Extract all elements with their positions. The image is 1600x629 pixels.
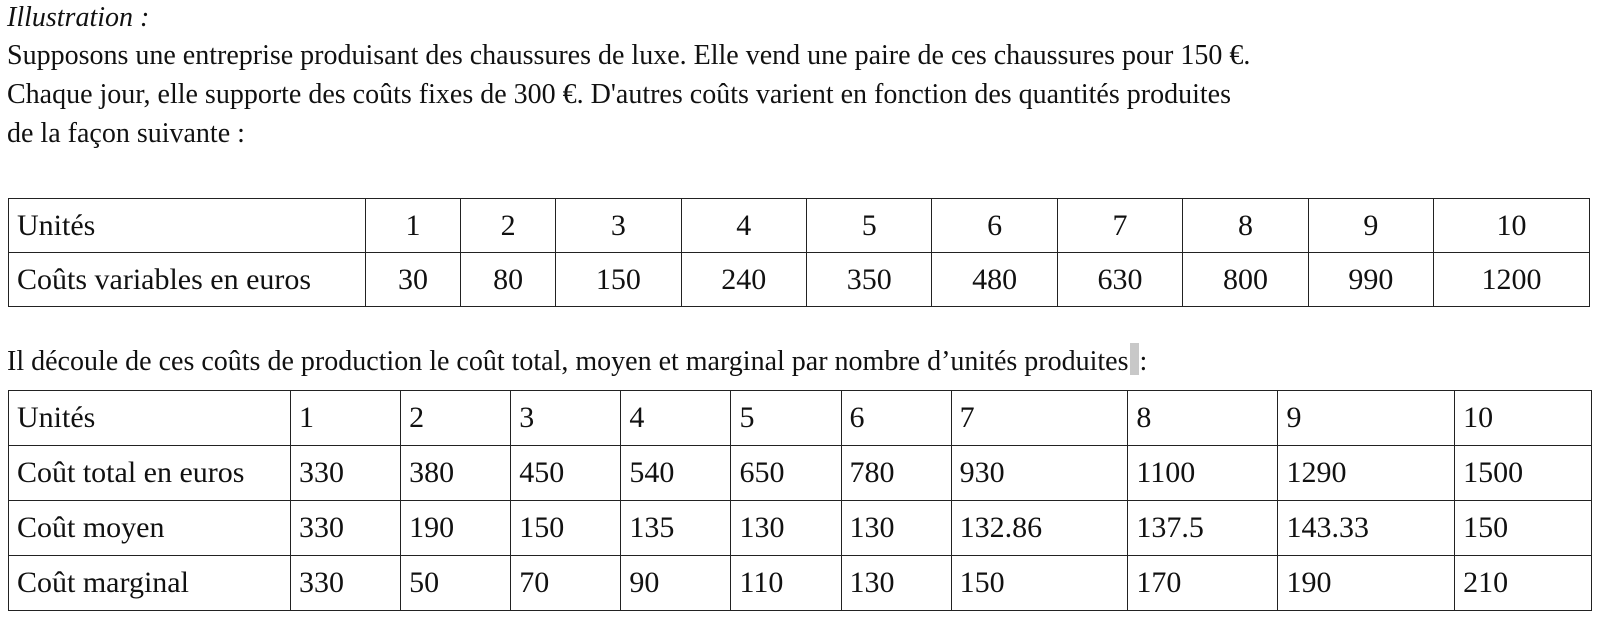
intro-paragraph	[7, 36, 1592, 153]
table-cell: 130	[731, 501, 841, 556]
document-page	[7, 0, 1592, 599]
table-cell: 480	[932, 253, 1057, 307]
table-cell: 135	[621, 501, 731, 556]
table-cell: 450	[511, 446, 621, 501]
table-row	[9, 446, 1592, 501]
table-cell: 5	[807, 199, 932, 253]
table-cell: 210	[1455, 556, 1592, 611]
table-cell: 7	[951, 391, 1128, 446]
table-cell: 350	[807, 253, 932, 307]
table-cell: 240	[681, 253, 806, 307]
table-cell: 800	[1183, 253, 1308, 307]
text-cursor-highlight[interactable]	[1130, 343, 1139, 375]
sentence-text: Il découle de ces coûts de production le coût total, moyen et marginal par nombre d’unités produites	[7, 346, 1129, 377]
table-cell: 143.33	[1278, 501, 1455, 556]
cost-summary-table	[8, 390, 1592, 611]
table-cell: 90	[621, 556, 731, 611]
row-label: Coûts variables en euros	[9, 253, 366, 307]
table-cell: 650	[731, 446, 841, 501]
table-cell: 4	[621, 391, 731, 446]
table-cell: 5	[731, 391, 841, 446]
intro-line: Supposons une entreprise produisant des chaussures de luxe. Elle vend une paire de ces chaussures pour 150 €.	[7, 40, 1251, 71]
table-cell: 3	[556, 199, 681, 253]
variable-costs-table	[8, 198, 1590, 307]
table-cell: 1	[366, 199, 461, 253]
table-row	[9, 501, 1592, 556]
table-cell: 130	[841, 501, 951, 556]
table-cell: 137.5	[1128, 501, 1278, 556]
table-cell: 380	[401, 446, 511, 501]
row-label: Coût moyen	[9, 501, 291, 556]
row-label: Coût marginal	[9, 556, 291, 611]
table-cell: 150	[556, 253, 681, 307]
table-cell: 2	[461, 199, 556, 253]
table-cell: 7	[1057, 199, 1182, 253]
table-cell: 6	[841, 391, 951, 446]
table-cell: 1500	[1455, 446, 1592, 501]
table-row	[9, 253, 1590, 307]
table-cell: 630	[1057, 253, 1182, 307]
table-cell: 150	[1455, 501, 1592, 556]
table-cell: 6	[932, 199, 1057, 253]
illustration-heading: Illustration :	[7, 2, 150, 33]
table-cell: 330	[291, 446, 401, 501]
table-cell: 8	[1183, 199, 1308, 253]
table-cell: 150	[511, 501, 621, 556]
table-row	[9, 199, 1590, 253]
table-cell: 132.86	[951, 501, 1128, 556]
table-cell: 170	[1128, 556, 1278, 611]
table-cell: 1200	[1434, 253, 1590, 307]
table-cell: 930	[951, 446, 1128, 501]
table-cell: 150	[951, 556, 1128, 611]
table-cell: 330	[291, 556, 401, 611]
table-cell: 9	[1308, 199, 1433, 253]
table-cell: 780	[841, 446, 951, 501]
table-cell: 990	[1308, 253, 1433, 307]
intro-line: Chaque jour, elle supporte des coûts fixes de 300 €. D'autres coûts varient en fonction des quantités produites	[7, 79, 1231, 110]
table-cell: 2	[401, 391, 511, 446]
table-cell: 30	[366, 253, 461, 307]
table-cell: 3	[511, 391, 621, 446]
table-cell: 8	[1128, 391, 1278, 446]
table-row	[9, 391, 1592, 446]
table-cell: 1100	[1128, 446, 1278, 501]
table-cell: 4	[681, 199, 806, 253]
cost-summary-sentence	[7, 342, 1147, 382]
table-row	[9, 556, 1592, 611]
sentence-colon: :	[1139, 346, 1148, 377]
table-cell: 330	[291, 501, 401, 556]
table-cell: 190	[401, 501, 511, 556]
table-cell: 10	[1434, 199, 1590, 253]
table-cell: 80	[461, 253, 556, 307]
row-label: Unités	[9, 199, 366, 253]
row-label: Unités	[9, 391, 291, 446]
table-cell: 10	[1455, 391, 1592, 446]
table-cell: 9	[1278, 391, 1455, 446]
table-cell: 110	[731, 556, 841, 611]
table-cell: 50	[401, 556, 511, 611]
table-cell: 1	[291, 391, 401, 446]
table-cell: 130	[841, 556, 951, 611]
table-cell: 540	[621, 446, 731, 501]
table-cell: 190	[1278, 556, 1455, 611]
table-cell: 1290	[1278, 446, 1455, 501]
intro-line: de la façon suivante :	[7, 118, 245, 149]
row-label: Coût total en euros	[9, 446, 291, 501]
table-cell: 70	[511, 556, 621, 611]
